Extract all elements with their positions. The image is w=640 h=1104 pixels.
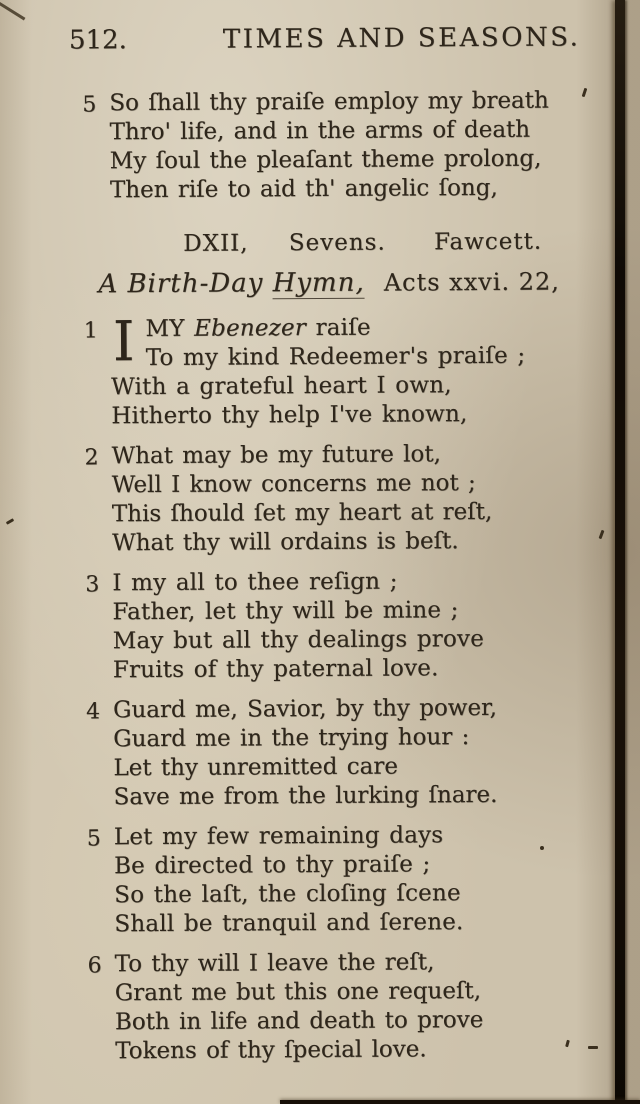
verse-line: Thro' life, and in the arms of death <box>109 116 531 146</box>
page-header <box>0 22 637 62</box>
verse-line: Let my few remaining days <box>113 822 444 851</box>
page-number: 512. <box>68 25 127 56</box>
verse-number: 5 <box>86 826 101 852</box>
scripture-reference: Acts xxvi. 22, <box>383 267 560 297</box>
verse-number: 1 <box>83 318 98 344</box>
verse-line: Tokens of thy ſpecial love. <box>115 1036 427 1065</box>
hymn-meter: Sevens. <box>288 229 386 257</box>
verse-line: My ſoul the pleaſant theme prolong, <box>109 145 542 175</box>
page-bottom-edge-shadow <box>280 1100 640 1104</box>
verse-line: Both in life and death to prove <box>114 1007 484 1036</box>
verse-line: Father, let thy will be mine ; <box>112 597 459 626</box>
verse-line: Be directed to thy praiſe ; <box>113 851 431 880</box>
verse-line: Fruits of thy paternal love. <box>112 655 439 684</box>
hymn-subtitle <box>98 266 638 299</box>
verse-line: What may be my future lot, <box>111 441 441 470</box>
hymn-number: DXII, <box>183 230 249 257</box>
verse-line: To my kind Redeemer's praiſe ; <box>145 342 526 372</box>
verse-line: Save me from the lurking ſnare. <box>113 781 498 811</box>
verse-line: Hitherto thy help I've known, <box>111 401 468 430</box>
verse-line: Shall be tranquil and ſerene. <box>114 909 464 938</box>
running-title: TIMES AND SEASONS. <box>222 22 581 55</box>
hymn-verse-2 <box>84 439 620 558</box>
hymn-verse-5 <box>86 820 623 939</box>
verse-line: Then riſe to aid th' angelic ſong, <box>109 174 498 204</box>
verse-line: May but all thy dealings prove <box>112 626 485 655</box>
drop-cap-initial: I <box>112 309 135 374</box>
verse-number: 5 <box>82 92 97 118</box>
verse-line: Grant me but this one requeſt, <box>114 978 482 1007</box>
verse-line: This ſhould ſet my heart at reſt, <box>111 498 493 528</box>
verse-line: I my all to thee reſign ; <box>112 568 398 597</box>
page-binding-shadow <box>615 0 625 1104</box>
verse-line: Let thy unremitted care <box>113 753 399 782</box>
hymn-verse-6 <box>87 947 624 1066</box>
ink-speck <box>588 1046 598 1049</box>
hymn-verse-1 <box>83 309 620 431</box>
hymn-verse-3 <box>85 566 621 685</box>
verse-line: To thy will I leave the reſt, <box>114 949 435 978</box>
verse-line: With a grateful heart I own, <box>111 372 452 401</box>
hymn-heading <box>183 228 638 257</box>
italic-word: Ebenezer <box>194 315 307 342</box>
verse-line: Well I know concerns me not ; <box>111 470 476 499</box>
verse-line: So the laſt, the cloſing ſcene <box>114 880 461 909</box>
ink-speck <box>540 846 544 850</box>
verse-number: 3 <box>85 572 100 598</box>
verse-number: 4 <box>86 699 101 725</box>
verse-line: Guard me in the trying hour : <box>113 724 470 753</box>
verse-line: Guard me, Savior, by thy power, <box>113 694 497 724</box>
hymn-verse-4 <box>86 693 622 812</box>
previous-hymn-verse-5 <box>82 86 618 205</box>
hymn-author: Fawcett. <box>433 228 543 256</box>
verse-number: 6 <box>87 953 102 979</box>
verse-line: So ſhall thy praiſe employ my breath <box>109 87 549 117</box>
verse-number: 2 <box>84 445 99 471</box>
hymn-title: A Birth-Day Hymn, <box>98 267 365 300</box>
verse-line: What thy will ordains is beſt. <box>111 528 459 557</box>
verse-line: MY Ebenezer raiſe <box>145 314 371 343</box>
